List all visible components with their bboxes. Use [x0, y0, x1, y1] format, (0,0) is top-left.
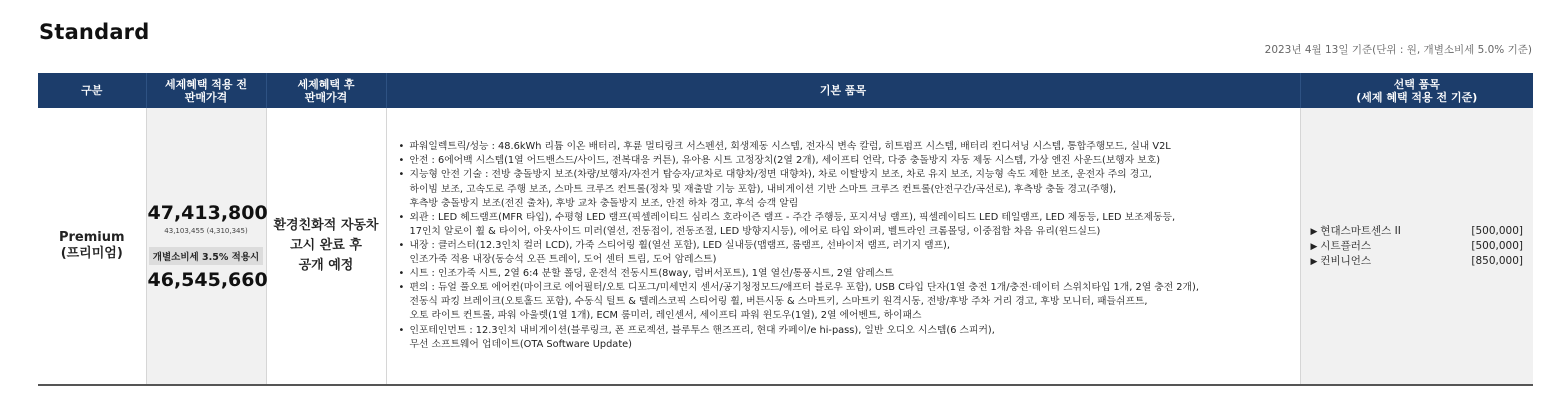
header-before-tax: 세제혜택 적용 전 판매가격: [146, 73, 266, 108]
tax-price: 46,545,660: [147, 268, 268, 291]
price-note: 2023년 4월 13일 기준(단위 : 원, 개별소비세 5.0% 기준): [1264, 44, 1532, 56]
after-tax-price: 환경친화적 자동차 고시 완료 후 공개 예정: [266, 108, 386, 385]
header-basic: 기본 품목: [386, 73, 1300, 108]
header-after-tax: 세제혜택 후 판매가격: [266, 73, 386, 108]
list-item: • 편의 : 듀얼 풀오토 에어컨(마이크로 에어필터/오토 디포그/미세먼지 센서/공기청정모드/애프터 블로우 포함), USB C타입 단자(1열 충전 1개/충전·데이터 스위치타입 1개, 2열 충전 2개), 전동식 파킹 브레이크(오토홀드 포함), 수동식 틸트 & 텔레스코픽 스티어링 휠, 버튼시동 & 스마트키, 스마트키 원격시동, 전방/후방 주차 거리 경고, 후방 모니터, 패들쉬프트, 오토 라이트 컨트롤, 파워 아울렛(1열 1개), ECM 룸미러, 레인센서, 세이프티 파워 윈도우(1열), 2열 에어벤트, 하이패스: [399, 281, 1300, 323]
header-category: 구분: [38, 73, 146, 108]
basic-items: [386, 108, 1300, 385]
list-item: • 인포테인먼트 : 12.3인치 내비게이션(블루링크, 폰 프로젝션, 블루투스 핸즈프리, 현대 카페이/e hi-pass), 일반 오디오 시스템(6 스피커), 무선 소프트웨어 업데이트(OTA Software Update): [399, 324, 1300, 352]
tax-label: 개별소비세 3.5% 적용시: [149, 247, 263, 265]
option-items: [1300, 108, 1533, 385]
price-main: 47,413,800: [147, 201, 268, 224]
header-options: 선택 품목 (세제 혜택 적용 전 기준): [1300, 73, 1533, 108]
before-tax-price: [146, 108, 266, 385]
table-row: [38, 108, 1533, 385]
list-item: • 지능형 안전 기술 : 전방 충돌방지 보조(차량/보행자/자전거 탑승자/교차로 대향차/정면 대향차), 차로 이탈방지 보조, 차로 유지 보조, 지능형 속도 제한 보조, 운전자 주의 경고, 하이빔 보조, 고속도로 주행 보조, 스마트 크루즈 컨트롤(정차 및 재출발 기능 포함), 내비게이션 기반 스마트 크루즈 컨트롤(안전구간/곡선로), 후측방 충돌 경고(주행), 후측방 충돌방지 보조(전진 출차), 후방 교차 충돌방지 보조, 안전 하차 경고, 후석 승객 알림: [399, 168, 1300, 210]
option-item: ▶ 현대스마트센스 II [500,000]: [1311, 224, 1524, 239]
option-item: ▶ 시트플러스 [500,000]: [1311, 239, 1524, 254]
list-item: • 파워일렉트릭/성능 : 48.6kWh 리튬 이온 배터리, 후륜 멀티링크 서스펜션, 회생제동 시스템, 전자식 변속 칼럼, 히트펌프 시스템, 배터리 컨디셔닝 시스템, 통합주행모드, 실내 V2L: [399, 140, 1300, 154]
section-title: Standard: [39, 20, 150, 44]
list-item: • 내장 : 클러스터(12.3인치 컬러 LCD), 가죽 스티어링 휠(열선 포함), LED 실내등(맵램프, 룸램프, 선바이저 램프, 러기지 램프), 인조가죽 적용 내장(동승석 오픈 트레이, 도어 센터 트림, 도어 암레스트): [399, 239, 1300, 267]
table-header-row: [38, 73, 1533, 108]
price-table: [38, 73, 1533, 386]
list-item: • 외관 : LED 헤드램프(MFR 타입), 수평형 LED 램프(픽셀레이티드 심리스 호라이즌 램프 - 주간 주행등, 포지셔닝 램프), 픽셀레이티드 LED 테일램프, LED 제동등, LED 보조제동등, 17인치 알로이 휠 & 타이어, 아웃사이드 미러(열선, 전동접이, 전동조절, LED 방향지시등), 에어로 타입 와이퍼, 벨트라인 크롬몰딩, 이중접합 차음 유리(윈드실드): [399, 211, 1300, 239]
trim-name: Premium (프리미엄): [58, 230, 125, 261]
list-item: • 안전 : 6에어백 시스템(1열 어드밴스드/사이드, 전복대응 커튼), 유아용 시트 고정장치(2열 2개), 세이프티 언락, 다중 충돌방지 자동 제동 시스템, 가상 엔진 사운드(보행자 보호): [399, 154, 1300, 168]
price-detail: 43,103,455 (4,310,345): [164, 226, 248, 235]
option-item: ▶ 컨비니언스 [850,000]: [1311, 254, 1524, 269]
list-item: • 시트 : 인조가죽 시트, 2열 6:4 분할 폴딩, 운전석 전동시트(8way, 럼버서포트), 1열 열선/통풍시트, 2열 암레스트: [399, 267, 1300, 281]
